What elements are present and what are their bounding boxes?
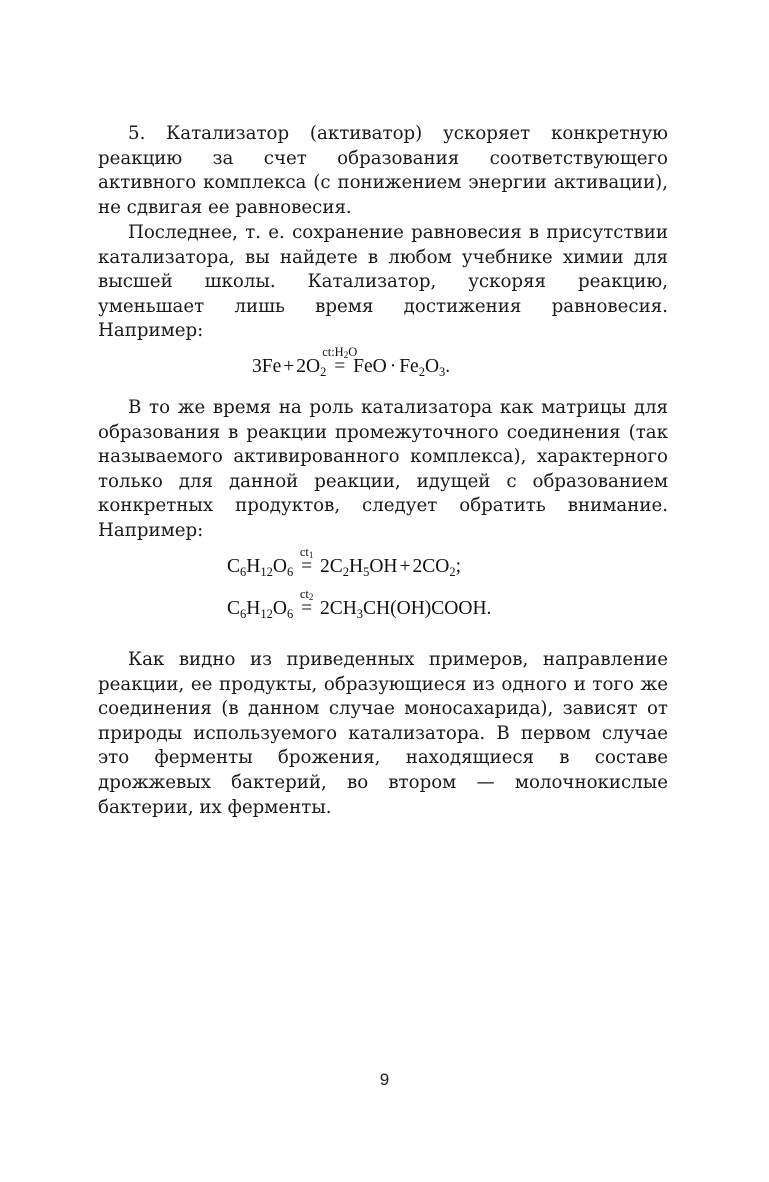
subscript: 6	[286, 565, 294, 579]
reaction-sign	[298, 545, 315, 578]
product-lactic-rest: CH(OH)COOH	[363, 598, 487, 619]
subscript: 6	[240, 565, 247, 579]
text-block-3	[98, 396, 668, 544]
plus-sign: +	[399, 556, 411, 577]
subscript: 12	[260, 607, 273, 621]
subscript: 3	[439, 365, 446, 379]
subscript: 12	[260, 565, 273, 579]
catalyst-text: ct	[299, 545, 309, 559]
catalyst-subscript: 2	[343, 350, 349, 360]
product-feo: FeO	[353, 356, 387, 377]
reactant-oxygen: 2O	[296, 356, 321, 377]
equation-end: .	[445, 356, 451, 377]
plus-sign: +	[283, 356, 295, 377]
subscript: 6	[240, 607, 247, 621]
equation-end: .	[486, 598, 492, 619]
text-block-2	[98, 221, 668, 344]
product-ethanol-oh: OH	[369, 556, 398, 577]
equals-sign: =	[334, 356, 346, 377]
catalyst-label	[322, 346, 357, 359]
product-fe2o3-fe: Fe	[399, 356, 419, 377]
paragraph-2: Последнее, т. е. сохранение равновесия в присутствии катализатора, вы найдете в любом учебнике химии для высшей школы. Катализатор, ускоряя реакцию, уменьшает лишь время достижения равновесия. Например:	[98, 222, 668, 342]
subscript: 2	[418, 365, 425, 379]
product-co2: 2CO	[412, 556, 450, 577]
paragraph-3: В то же время на роль катализатора как матрицы для образования в реакции промежуточного соединения (так называемого активированного комплекса), характерного только для данной реакции, идущей с образованием конкретных продуктов, следует обратить внимание. Например:	[98, 397, 668, 541]
reactant-o: O	[272, 598, 287, 619]
product-ethanol-h: H	[348, 556, 364, 577]
catalyst-label	[300, 588, 314, 601]
subscript: 2	[449, 565, 456, 579]
catalyst-tail: O	[348, 345, 358, 359]
reactant-c: C	[227, 556, 241, 577]
product-lactic-ch3: 2CH	[319, 598, 357, 619]
subscript: 2	[320, 365, 327, 379]
paragraph-4: Как видно из приведенных примеров, направление реакции, ее продукты, образующиеся из одного и того же соединения (в данном случае моносахарида), зависят от природы используемого катализатора. В первом случае это ферменты брожения, находящиеся в составе дрожжевых бактерий, во втором — молочнокислые бактерии, их ферменты.	[98, 649, 668, 818]
equation-end: ;	[455, 556, 461, 577]
catalyst-subscript: 2	[308, 592, 314, 602]
middle-dot: ·	[389, 356, 397, 377]
reactant-h: H	[246, 598, 261, 619]
subscript: 5	[363, 565, 370, 579]
catalyst-label	[300, 546, 314, 559]
page-number: 9	[379, 1070, 390, 1089]
reactant-h: H	[246, 556, 261, 577]
reactant-iron: 3Fe	[252, 356, 282, 377]
reactant-c: C	[227, 598, 241, 619]
subscript: 6	[286, 607, 294, 621]
subscript: 3	[356, 607, 364, 621]
text-block-1	[98, 122, 668, 220]
reaction-sign	[322, 345, 358, 378]
subscript: 2	[342, 565, 349, 579]
product-fe2o3-o: O	[424, 356, 440, 377]
text-block-4	[98, 648, 668, 820]
product-ethanol-c: 2C	[319, 556, 343, 577]
reaction-sign	[298, 587, 315, 620]
equals-sign: =	[301, 598, 313, 619]
catalyst-text: ct	[299, 587, 309, 601]
equation-iron-oxidation	[252, 345, 451, 379]
paragraph-1: 5. Катализатор (активатор) ускоряет конкретную реакцию за счет образования соответствующего активного комплекса (с понижением энергии активации), не сдвигая ее равновесия.	[98, 123, 668, 218]
catalyst-subscript: 1	[308, 550, 314, 560]
reactant-o: O	[272, 556, 287, 577]
equation-lactic-fermentation	[227, 587, 492, 621]
equals-sign: =	[301, 556, 313, 577]
equation-alcohol-fermentation	[227, 545, 461, 579]
catalyst-text: ct:H	[322, 345, 344, 359]
